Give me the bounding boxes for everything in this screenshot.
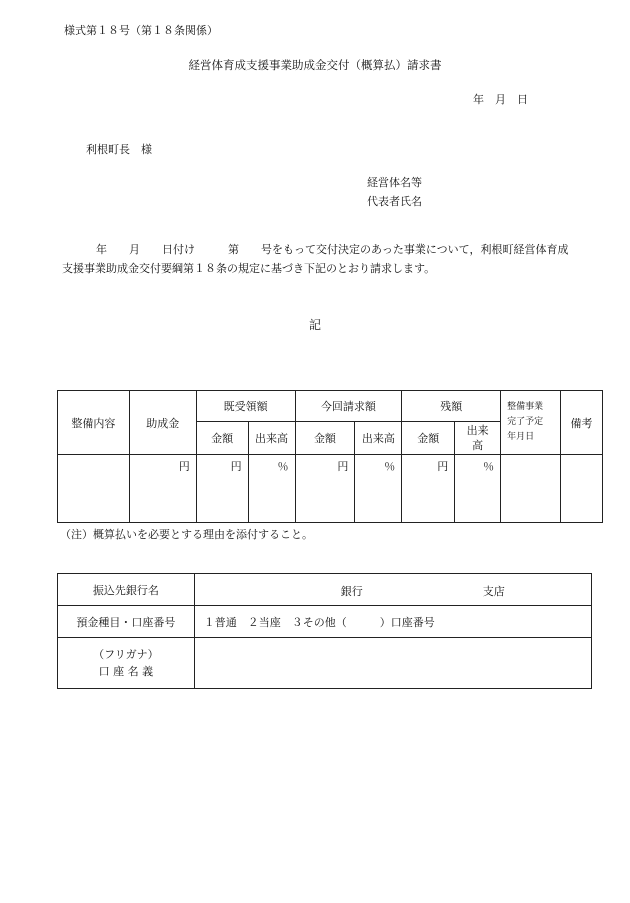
form-number: 様式第１８号（第１８条関係） bbox=[64, 24, 218, 37]
branch-word: 支店 bbox=[482, 585, 505, 598]
claim-table bbox=[57, 390, 603, 523]
cell-remaining-progress[interactable]: ％ bbox=[455, 455, 501, 523]
holder-label: 口 座 名 義 bbox=[98, 665, 154, 678]
bank-name-label: 振込先銀行名 bbox=[58, 574, 195, 606]
header-remaining-progress: 出来高 bbox=[455, 422, 501, 455]
addressee: 利根町長 様 bbox=[86, 143, 152, 156]
cell-received-amount[interactable]: 円 bbox=[196, 455, 248, 523]
document-title: 経営体育成支援事業助成金交付（概算払）請求書 bbox=[188, 58, 442, 72]
header-remaining-amount: 金額 bbox=[402, 422, 455, 455]
cell-received-progress[interactable]: ％ bbox=[248, 455, 295, 523]
body-line-1: 年 月 日付け 第 号をもって交付決定のあった事業について，利根町経営体育成 bbox=[96, 243, 569, 256]
cell-current-amount[interactable]: 円 bbox=[295, 455, 355, 523]
header-remaining: 残額 bbox=[402, 391, 501, 422]
account-label: 預金種目・口座番号 bbox=[58, 606, 195, 638]
header-current: 今回請求額 bbox=[295, 391, 402, 422]
cell-remarks[interactable] bbox=[561, 455, 603, 523]
org-name-label: 経営体名等 bbox=[367, 176, 422, 189]
header-content: 整備内容 bbox=[58, 391, 130, 455]
header-current-amount: 金額 bbox=[295, 422, 355, 455]
header-completion-date bbox=[501, 391, 561, 455]
header-remarks: 備考 bbox=[561, 391, 603, 455]
cell-subsidy[interactable]: 円 bbox=[129, 455, 196, 523]
representative-label: 代表者氏名 bbox=[367, 195, 422, 208]
bank-word: 銀行 bbox=[340, 585, 363, 598]
cell-completion-date[interactable] bbox=[501, 455, 561, 523]
account-field[interactable]: １普通 ２当座 ３その他（ ）口座番号 bbox=[194, 606, 591, 638]
cell-remaining-amount[interactable]: 円 bbox=[402, 455, 455, 523]
body-line-2: 支援事業助成金交付要綱第１８条の規定に基づき下記のとおり請求します。 bbox=[62, 262, 436, 275]
header-current-progress: 出来高 bbox=[355, 422, 402, 455]
header-received: 既受領額 bbox=[196, 391, 295, 422]
request-body-text bbox=[62, 240, 607, 278]
cell-content[interactable] bbox=[58, 455, 130, 523]
completion-line-2: 完了予定 bbox=[507, 417, 544, 427]
note-text: （注）概算払いを必要とする理由を添付すること。 bbox=[60, 528, 313, 541]
header-received-progress: 出来高 bbox=[248, 422, 295, 455]
bank-table bbox=[57, 573, 592, 689]
cell-current-progress[interactable]: ％ bbox=[355, 455, 402, 523]
date-line: 年 月 日 bbox=[473, 93, 528, 106]
bank-name-field[interactable] bbox=[194, 574, 591, 606]
account-holder-field[interactable] bbox=[194, 638, 591, 689]
header-subsidy: 助成金 bbox=[129, 391, 196, 455]
ki-heading: 記 bbox=[308, 318, 321, 332]
furigana-label: （フリガナ） bbox=[93, 648, 159, 661]
header-received-amount: 金額 bbox=[196, 422, 248, 455]
completion-line-1: 整備事業 bbox=[507, 402, 544, 412]
account-holder-label bbox=[58, 638, 195, 689]
completion-line-3: 年月日 bbox=[507, 432, 535, 442]
